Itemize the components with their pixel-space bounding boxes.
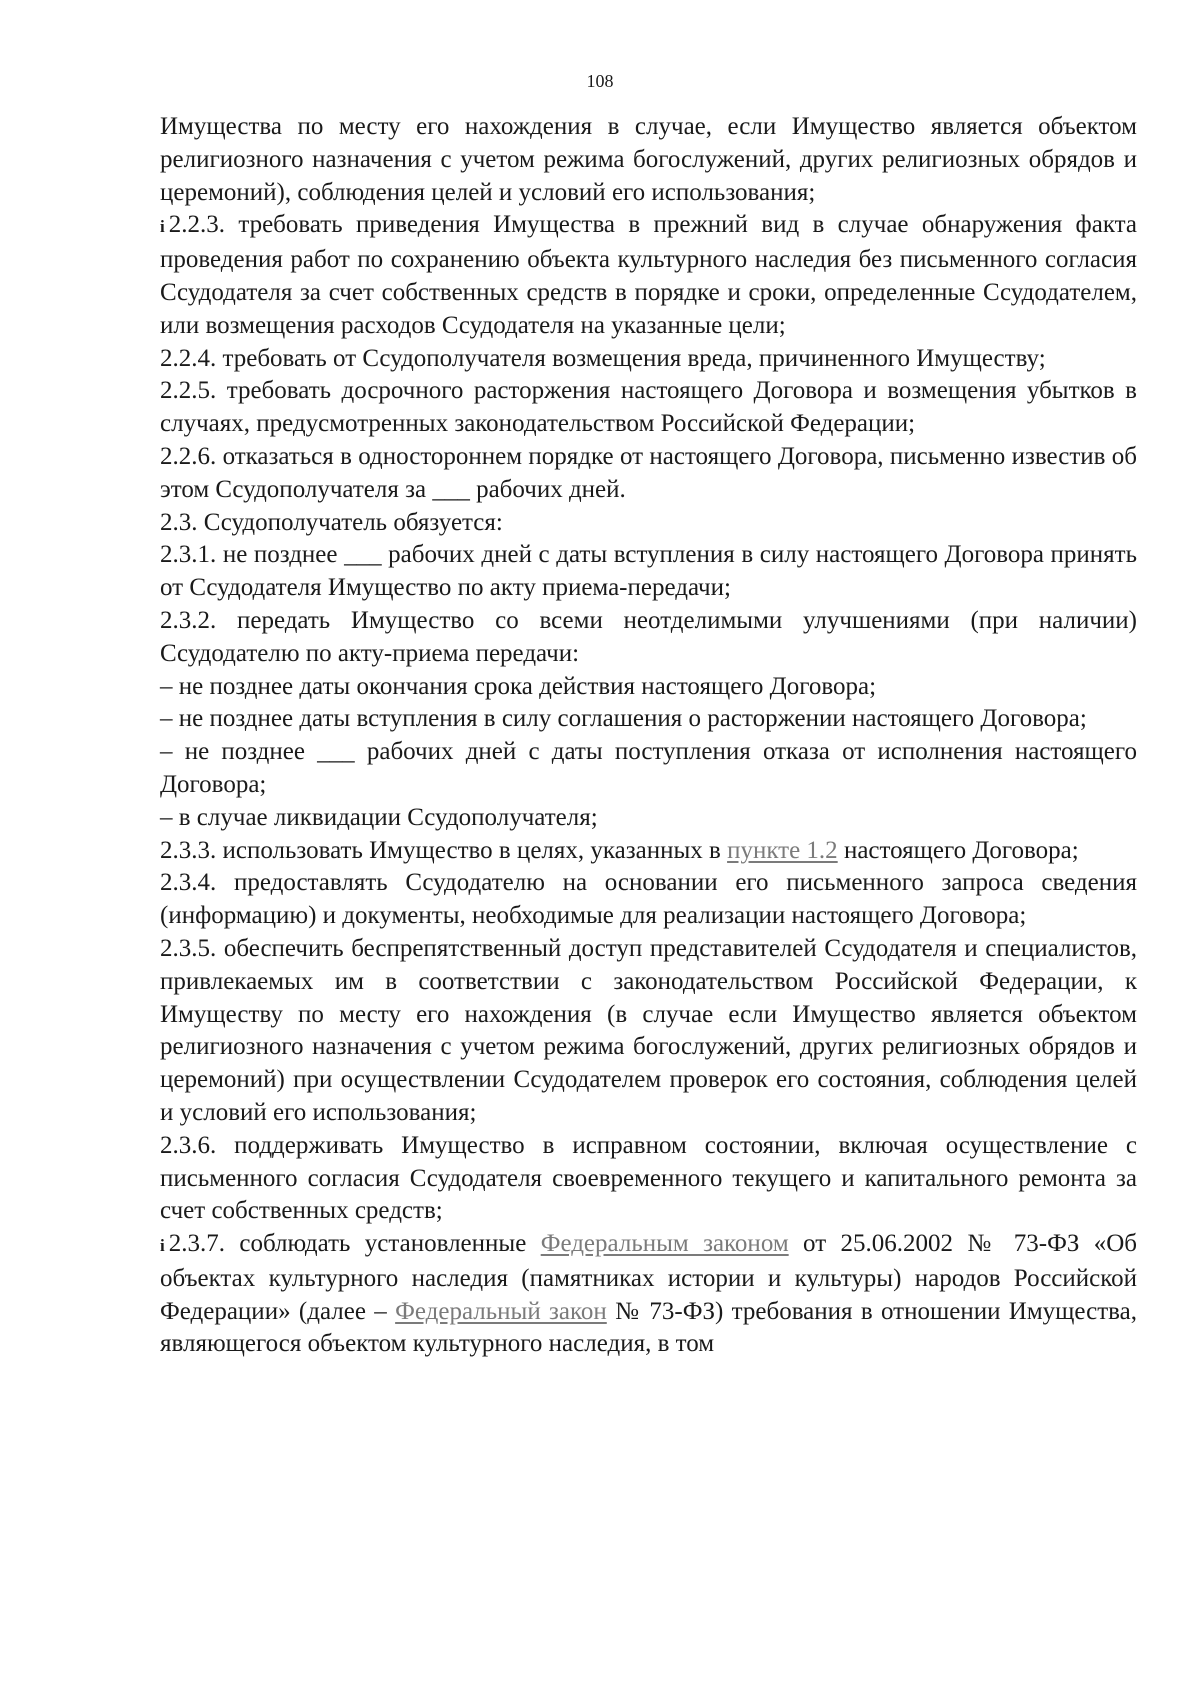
list-item-liquidation [160, 802, 1137, 835]
list-item-termination [160, 703, 1137, 736]
paragraph-text: 2.3.2. передать Имущество со всеми неотделимыми улучшениями (при наличии) Ссудодателю по акту-приема передачи: [160, 606, 1137, 667]
paragraph-text: – в случае ликвидации Ссудополучателя; [160, 803, 598, 831]
list-item-refusal [160, 736, 1137, 802]
paragraph-2-3-6 [160, 1130, 1137, 1228]
federal-law-link[interactable]: Федеральным законом [540, 1230, 789, 1258]
paragraph-text: 2.3.6. поддерживать Имущество в исправном состоянии, включая осуществление с письменного согласия Ссудодателя своевременного текущего и капитального ремонта за счет собственных средств; [160, 1131, 1137, 1225]
paragraph-text: 2.2.4. требовать от Ссудополучателя возмещения вреда, причиненного Имуществу; [160, 344, 1046, 372]
paragraph-text: Имущества по месту его нахождения в случае, если Имущество является объектом религиозного назначения с учетом режима богослужений, других религиозных обрядов и церемоний), соблюдения целей и условий его использования; [160, 113, 1137, 206]
federal-law-link-2[interactable]: Федеральный закон [395, 1297, 607, 1325]
paragraph-text: – не позднее даты вступления в силу соглашения о расторжении настоящего Договора; [160, 705, 1087, 733]
paragraph-2-3-1 [160, 539, 1137, 605]
paragraph-text: 2.3.4. предоставлять Ссудодателю на основании его письменного запроса сведения (информацию) и документы, необходимые для реализации настоящего Договора; [160, 869, 1137, 930]
paragraph-text: 2.2.6. отказаться в одностороннем порядке от настоящего Договора, письменно известив об этом Ссудополучателя за ___ рабочих дней. [160, 442, 1137, 503]
paragraph-continuation [160, 111, 1137, 209]
paragraph-2-3-4 [160, 867, 1137, 933]
paragraph-text: 2.3. Ссудополучатель обязуется: [160, 508, 503, 536]
page-number: 108 [586, 71, 614, 91]
revision-marker: i [160, 217, 165, 237]
paragraph-2-3-5 [160, 933, 1137, 1130]
paragraph-2-3-2 [160, 605, 1137, 671]
paragraph-2-3-7 [160, 1228, 1137, 1361]
document-body [160, 111, 1137, 1361]
paragraph-text: – не позднее даты окончания срока действия настоящего Договора; [160, 672, 877, 700]
paragraph-text: 2.3.1. не позднее ___ рабочих дней с даты вступления в силу настоящего Договора принять от Ссудодателя Имущество по акту приема-передачи; [160, 541, 1137, 602]
paragraph-text: 2.2.5. требовать досрочного расторжения настоящего Договора и возмещения убытков в случаях, предусмотренных законодательством Российской Федерации; [160, 377, 1137, 438]
paragraph-text: 2.3.7. соблюдать установленные [168, 1230, 541, 1258]
paragraph-text: 2.3.5. обеспечить беспрепятственный доступ представителей Ссудодателя и специалистов, привлекаемых им в соответствии с законодательством Российской Федерации, к Имуществу по месту его нахождения (в случае если Имущество является объектом религиозного назначения с учетом режима богослужений, других религиозных обрядов и церемоний) при осуществлении Ссудодателем проверок его состояния, соблюдения целей и условий его использования; [160, 934, 1137, 1126]
paragraph-2-2-5 [160, 375, 1137, 441]
revision-marker: i [160, 1236, 165, 1256]
paragraph-text: настоящего Договора; [837, 836, 1079, 864]
paragraph-2-2-4 [160, 343, 1137, 376]
paragraph-text: 2.2.3. требовать приведения Имущества в прежний вид в случае обнаружения факта проведения работ по сохранению объекта культурного наследия без письменного согласия Ссудодателя за счет собственных средств в порядке и сроки, определенные Ссудодателем, или возмещения расходов Ссудодателя на указанные цели; [160, 211, 1137, 339]
clause-link[interactable]: пункте 1.2 [727, 836, 838, 864]
paragraph-text: № 73-ФЗ) требования в отношении Имущества, являющегося объектом культурного наследия, в том [160, 1297, 1137, 1358]
paragraph-2-2-6 [160, 441, 1137, 507]
paragraph-2-3 [160, 507, 1137, 540]
paragraph-2-2-3 [160, 209, 1137, 342]
paragraph-text: 2.3.3. использовать Имущество в целях, указанных в [160, 836, 728, 864]
paragraph-2-3-3 [160, 835, 1137, 868]
list-item-term-end [160, 671, 1137, 704]
paragraph-text: – не позднее ___ рабочих дней с даты поступления отказа от исполнения настоящего Договора; [160, 738, 1137, 798]
paragraph-text: от 25.06.2002 № 73-ФЗ «Об объектах культурного наследия (памятниках истории и культуры) народов Российской Федерации» (далее – [160, 1230, 1138, 1325]
